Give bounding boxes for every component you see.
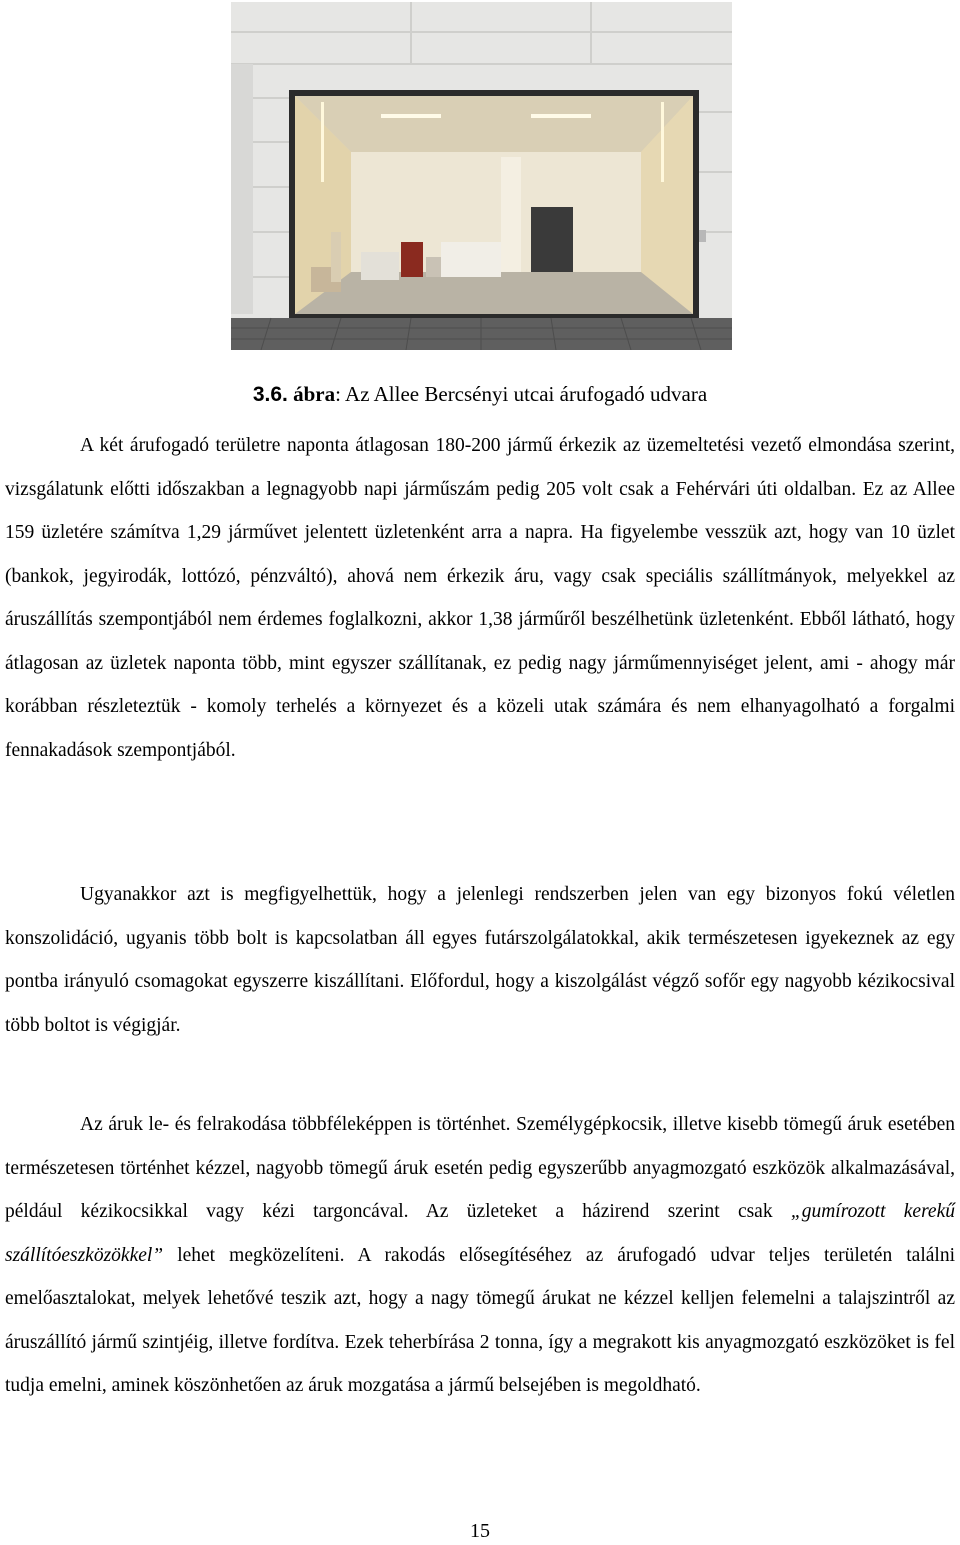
- paragraph-3-text-a: Az áruk le- és felrakodása többféleképpen is történhet. Személygépkocsik, illetve kisebb tömegű áruk esetében természetesen történhet kézzel, nagyobb tömegű áruk esetén pedig egyszerűbb anyagmozgató eszközök alkalmazásával, például kézikocsikkal vagy kézi targoncával. Az üzleteket a házirend szerint csak: [5, 1114, 955, 1222]
- loading-bay-photo: [231, 2, 732, 350]
- paragraph-2: [5, 873, 955, 1047]
- caption-text: Az Allee Bercsényi utcai árufogadó udvara: [340, 382, 708, 406]
- paragraph-3-italic: „gumírozott kerekű szállítóeszközökkel”: [5, 1201, 955, 1266]
- figure-caption: [0, 380, 960, 409]
- page-number: 15: [470, 1520, 490, 1542]
- photo-icon: [231, 2, 732, 350]
- paragraph-1: [5, 424, 955, 772]
- figure-number: 3.6.: [252, 383, 288, 406]
- paragraph-1-text: A két árufogadó területre naponta átlagosan 180-200 jármű érkezik az üzemeltetési vezető elmondása szerint, vizsgálatunk előtti időszakban a legnagyobb napi járműszám pedig 205 volt csak a Fehérvári úti oldalban. Ez az Allee 159 üzletére számítva 1,29 járművet jelentett üzletenként arra a napra. Ha figyelembe vesszük azt, hogy van 10 üzlet (bankok, jegyirodák, lottózó, pénzváltó), ahová nem érkezik áru, vagy csak speciális szállítmányok, melyekkel az áruszállítás szempontjából nem érdemes foglalkozni, akkor 1,38 járműről beszélhetünk üzletenként. Ebből látható, hogy átlagosan az üzletek naponta több, mint egyszer szállítanak, ez pedig nagy járműmennyiséget jelent, ami - ahogy már korábban részleteztük - komoly terhelés a környezet és a közeli utak számára és nem elhanyagolható a forgalmi fennakadások szempontjából.: [5, 435, 955, 761]
- caption-separator: :: [335, 382, 341, 406]
- paragraph-3-text-b: lehet megközelíteni. A rakodás elősegítéséhez az árufogadó udvar teljes területén találni emelőasztalokat, melyek lehetővé teszik azt, hogy a nagy tömegű árukat ne kézzel kelljen felemelni a talajszintről az áruszállító jármű szintjéig, illetve fordítva. Ezek teherbírása 2 tonna, így a megrakott kis anyagmozgató eszközöket is fel tudja emelni, aminek köszönhetően az áruk mozgatása a jármű belsejében is megoldható.: [5, 1244, 955, 1396]
- paragraph-2-text: Ugyanakkor azt is megfigyelhettük, hogy a jelenlegi rendszerben jelen van egy bizonyos fokú véletlen konszolidáció, ugyanis több bolt is kapcsolatban áll egyes futárszolgálatokkal, akik természetesen igyekeznek az egy pontba irányuló csomagokat egyszerre kiszállítani. Előfordul, hogy a kiszolgálást végző sofőr egy nagyobb kézikocsival több boltot is végigjár.: [5, 884, 955, 1036]
- figure-label: ábra: [293, 382, 336, 406]
- paragraph-3: [5, 1103, 955, 1408]
